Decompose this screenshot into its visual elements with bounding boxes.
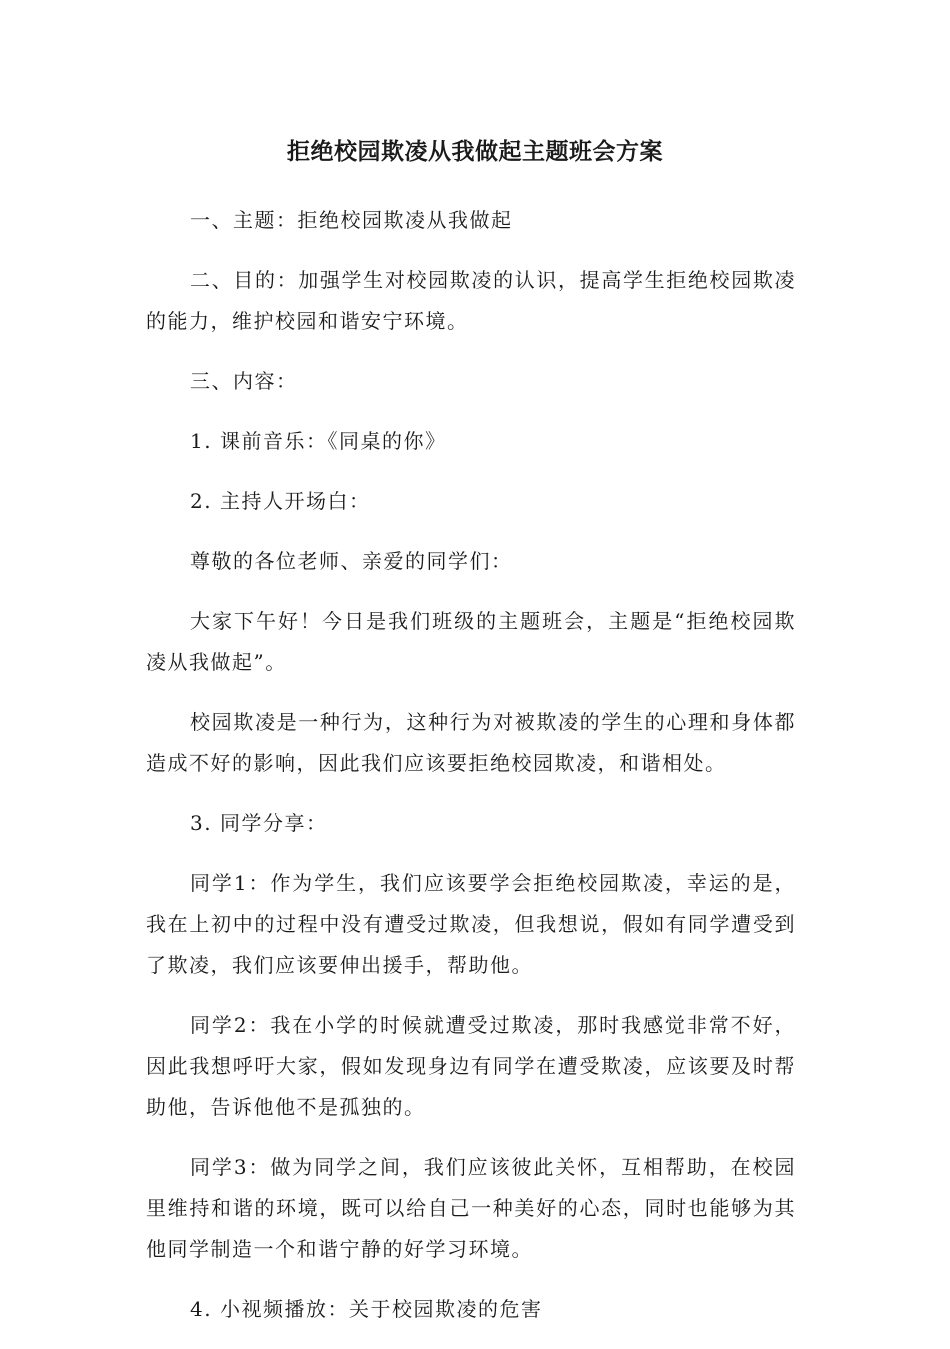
student-3-sharing: 同学3：做为同学之间，我们应该彼此关怀，互相帮助，在校园里维持和谐的环境，既可以给自己一种美好的心态，同时也能够为其他同学制造一个和谐宁静的好学习环境。 [146, 1155, 796, 1261]
document-title: 拒绝校园欺凌从我做起主题班会方案 [287, 139, 663, 165]
opening-remarks: 大家下午好！今日是我们班级的主题班会，主题是“拒绝校园欺凌从我做起”。 [146, 609, 796, 674]
section-theme: 一、主题：拒绝校园欺凌从我做起 [190, 208, 513, 232]
item-pre-class-music: 1. 课前音乐：《同桌的你》 [190, 429, 447, 453]
student-1-sharing: 同学1：作为学生，我们应该要学会拒绝校园欺凌，幸运的是，我在上初中的过程中没有遭受过欺凌，但我想说，假如有同学遭受到了欺凌，我们应该要伸出援手，帮助他。 [146, 871, 796, 977]
item-video: 4. 小视频播放：关于校园欺凌的危害 [190, 1297, 543, 1321]
section-content-heading: 三、内容： [190, 369, 298, 393]
student-2-sharing: 同学2：我在小学的时候就遭受过欺凌，那时我感觉非常不好，因此我想呼吁大家，假如发现身边有同学在遭受欺凌，应该要及时帮助他，告诉他他不是孤独的。 [146, 1013, 796, 1119]
greeting: 尊敬的各位老师、亲爱的同学们： [190, 549, 513, 573]
item-student-sharing: 3. 同学分享： [190, 811, 328, 835]
bullying-description: 校园欺凌是一种行为，这种行为对被欺凌的学生的心理和身体都造成不好的影响，因此我们应该要拒绝校园欺凌，和谐相处。 [146, 710, 796, 775]
document-body [146, 200, 796, 1349]
item-host-opening: 2. 主持人开场白： [190, 489, 371, 513]
section-purpose: 二、目的：加强学生对校园欺凌的认识，提高学生拒绝校园欺凌的能力，维护校园和谐安宁环境。 [146, 268, 796, 333]
